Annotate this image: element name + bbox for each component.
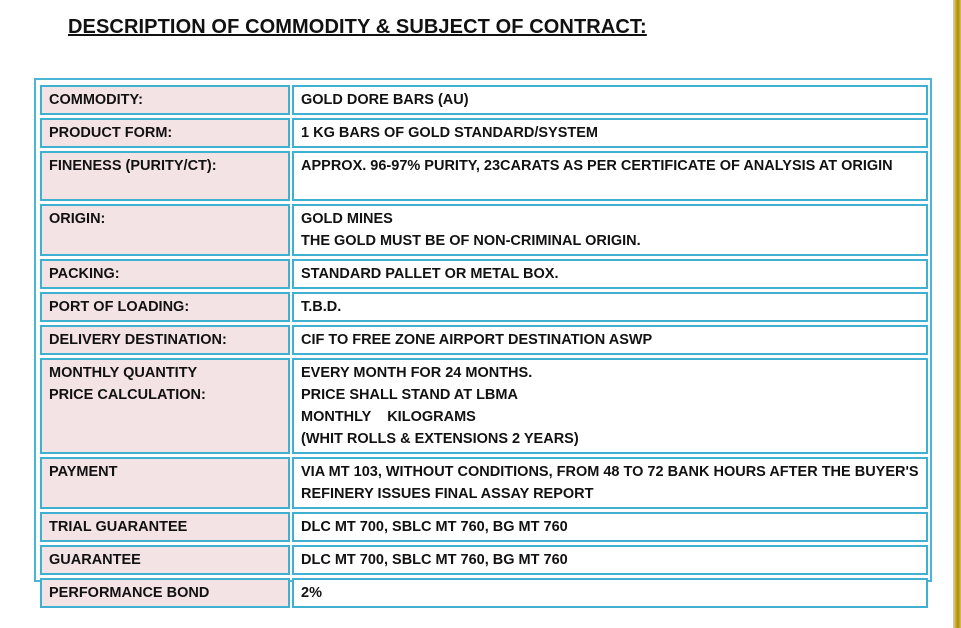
label-line: PORT OF LOADING: <box>49 299 190 315</box>
label-line: DELIVERY DESTINATION: <box>49 332 227 348</box>
page-title: DESCRIPTION OF COMMODITY & SUBJECT OF CONTRACT: <box>68 16 647 38</box>
table-row-port-of-loading <box>40 292 928 322</box>
value-line: STANDARD PALLET OR METAL BOX. <box>301 266 559 282</box>
table-row-delivery-destination <box>40 325 928 355</box>
label-line: PAYMENT <box>49 464 118 480</box>
row-value <box>292 457 928 509</box>
label-line: TRIAL GUARANTEE <box>49 519 188 535</box>
table-row-trial-guarantee <box>40 512 928 542</box>
table-row-commodity <box>40 85 928 115</box>
row-value <box>292 578 928 608</box>
value-line: 2% <box>301 585 322 601</box>
row-value <box>292 85 928 115</box>
label-line: FINENESS (PURITY/CT): <box>49 158 217 174</box>
row-value <box>292 545 928 575</box>
label-line: PERFORMANCE BOND <box>49 585 210 601</box>
value-line: T.B.D. <box>301 299 342 315</box>
label-line: PRICE CALCULATION: <box>49 387 206 403</box>
value-line: MONTHLY KILOGRAMS <box>301 409 476 425</box>
value-line: (WHIT ROLLS & EXTENSIONS 2 YEARS) <box>301 431 579 447</box>
row-label <box>40 358 290 454</box>
row-value <box>292 325 928 355</box>
row-value <box>292 358 928 454</box>
table-row-payment <box>40 457 928 509</box>
row-label <box>40 325 290 355</box>
contract-table-frame <box>34 78 932 601</box>
value-line: DLC MT 700, SBLC MT 760, BG MT 760 <box>301 519 568 535</box>
row-label <box>40 204 290 256</box>
value-line: EVERY MONTH FOR 24 MONTHS. <box>301 365 533 381</box>
label-line: PRODUCT FORM: <box>49 125 173 141</box>
value-line: THE GOLD MUST BE OF NON-CRIMINAL ORIGIN. <box>301 233 641 249</box>
label-line: COMMODITY: <box>49 92 143 108</box>
value-line: CIF TO FREE ZONE AIRPORT DESTINATION ASWP <box>301 332 653 348</box>
page-edge-border <box>953 0 961 628</box>
row-label <box>40 118 290 148</box>
table-row-monthly-quantity <box>40 358 928 454</box>
row-label <box>40 85 290 115</box>
row-label <box>40 545 290 575</box>
value-line: DLC MT 700, SBLC MT 760, BG MT 760 <box>301 552 568 568</box>
table-row-product-form <box>40 118 928 148</box>
row-value <box>292 292 928 322</box>
row-label <box>40 578 290 608</box>
value-line: GOLD DORE BARS (AU) <box>301 92 469 108</box>
table-row-packing <box>40 259 928 289</box>
contract-table <box>38 82 930 611</box>
value-line: APPROX. 96-97% PURITY, 23CARATS AS PER CERTIFICATE OF ANALYSIS AT ORIGIN <box>301 158 893 174</box>
row-label <box>40 259 290 289</box>
row-value <box>292 204 928 256</box>
table-row-fineness <box>40 151 928 201</box>
label-line: GUARANTEE <box>49 552 141 568</box>
value-line: 1 KG BARS OF GOLD STANDARD/SYSTEM <box>301 125 598 141</box>
table-row-guarantee <box>40 545 928 575</box>
table-row-performance-bond <box>40 578 928 608</box>
row-value <box>292 118 928 148</box>
value-line: GOLD MINES <box>301 211 393 227</box>
row-value <box>292 512 928 542</box>
label-line: PACKING: <box>49 266 120 282</box>
row-value <box>292 259 928 289</box>
row-label <box>40 512 290 542</box>
label-line: MONTHLY QUANTITY <box>49 365 198 381</box>
table-row-origin <box>40 204 928 256</box>
value-line: VIA MT 103, WITHOUT CONDITIONS, FROM 48 TO 72 BANK HOURS AFTER THE BUYER'S REFINERY ISSUES FINAL ASSAY REPORT <box>301 464 919 502</box>
row-label <box>40 151 290 201</box>
label-line: ORIGIN: <box>49 211 106 227</box>
row-label <box>40 292 290 322</box>
row-value <box>292 151 928 201</box>
value-line: PRICE SHALL STAND AT LBMA <box>301 387 518 403</box>
row-label <box>40 457 290 509</box>
